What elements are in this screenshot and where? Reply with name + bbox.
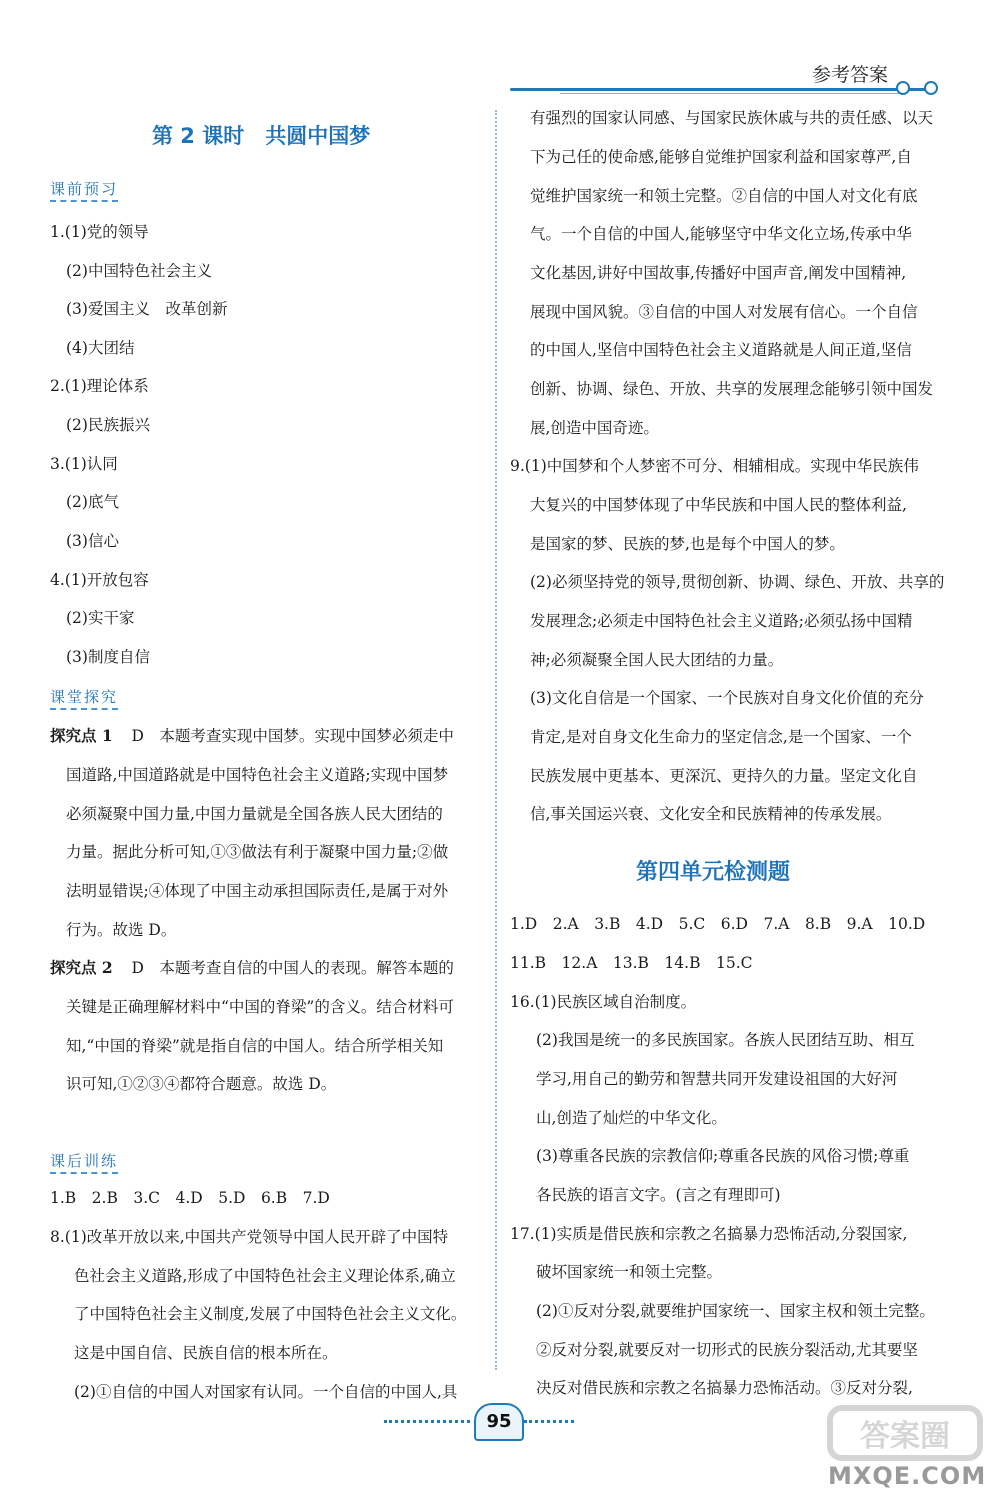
preview-line: 2.(1)理论体系 — [50, 377, 149, 395]
header-label: 参考答案 — [812, 64, 889, 86]
answer-line: 下为己任的使命感,能够自觉维护国家利益和国家尊严,自 — [530, 148, 912, 166]
answer-line: 信,事关国运兴衰、文化安全和民族精神的传承发展。 — [530, 805, 892, 823]
practice-line: 了中国特色社会主义制度,发展了中国特色社会主义文化。 — [74, 1305, 467, 1323]
answer-line: 9.(1)中国梦和个人梦密不可分、相辅相成。实现中华民族伟 — [510, 457, 919, 475]
page-number: 95 — [474, 1403, 524, 1441]
explore-line: D 本题考查自信的中国人的表现。解答本题的 — [116, 959, 454, 977]
answer-line: 创新、协调、绿色、开放、共享的发展理念能够引领中国发 — [530, 380, 934, 398]
header-rule — [510, 88, 930, 91]
explore-line: 关键是正确理解材料中“中国的脊梁”的含义。结合材料可 — [66, 998, 454, 1016]
answer-line: ②反对分裂,就要反对一切形式的民族分裂活动,尤其要坚 — [536, 1341, 918, 1359]
answer-line: 1.D 2.A 3.B 4.D 5.C 6.D 7.A 8.B 9.A 10.D — [510, 915, 926, 933]
answer-line: 肯定,是对自身文化生命力的坚定信念,是一个国家、一个 — [530, 728, 912, 746]
answer-line: 民族发展中更基本、更深沉、更持久的力量。坚定文化自 — [530, 767, 918, 785]
explore-line: 行为。故选 D。 — [66, 921, 177, 939]
section-preview: 课前预习 — [50, 178, 118, 202]
preview-line: (3)爱国主义 改革创新 — [66, 300, 228, 318]
preview-line: 4.(1)开放包容 — [50, 571, 149, 589]
header-dots — [896, 80, 952, 99]
answer-line: (2)我国是统一的多民族国家。各族人民团结互助、相互 — [536, 1031, 915, 1049]
footer-rule-left — [384, 1420, 470, 1423]
preview-line: (3)制度自信 — [66, 648, 150, 666]
answer-line: (2)必须坚持党的领导,贯彻创新、协调、绿色、开放、共享的 — [530, 573, 945, 591]
answer-line: (2)①反对分裂,就要维护国家统一、国家主权和领土完整。 — [536, 1302, 935, 1320]
answer-line: 16.(1)民族区域自治制度。 — [510, 993, 697, 1011]
practice-line: 色社会主义道路,形成了中国特色社会主义理论体系,确立 — [74, 1267, 456, 1285]
section-explore: 课堂探究 — [50, 686, 118, 710]
circle-icon — [924, 81, 938, 95]
explore-line: 国道路,中国道路就是中国特色社会主义道路;实现中国梦 — [66, 766, 449, 784]
explore-line: 力量。据此分析可知,①③做法有利于凝聚中国力量;②做 — [66, 843, 449, 861]
watermark-text: MXQE.COM — [828, 1462, 987, 1490]
unit-test-title: 第四单元检测题 — [636, 860, 791, 885]
answer-line: 11.B 12.A 13.B 14.B 15.C — [510, 954, 753, 972]
preview-line: (2)实干家 — [66, 609, 135, 627]
preview-line: (4)大团结 — [66, 339, 135, 357]
explore-1-lead: 探究点 1 — [50, 726, 113, 745]
answer-line: 的中国人,坚信中国特色社会主义道路就是人间正道,坚信 — [530, 341, 912, 359]
answer-line: 发展理念;必须走中国特色社会主义道路;必须弘扬中国精 — [530, 612, 913, 630]
circle-icon — [896, 81, 910, 95]
preview-line: 1.(1)党的领导 — [50, 223, 149, 241]
answer-line: 有强烈的国家认同感、与国家民族休戚与共的责任感、以天 — [530, 109, 934, 127]
answer-line: 觉维护国家统一和领土完整。②自信的中国人对文化有底 — [530, 187, 918, 205]
answer-line: 展,创造中国奇迹。 — [530, 419, 659, 437]
answer-line: 气。一个自信的中国人,能够坚守中华文化立场,传承中华 — [530, 225, 912, 243]
answer-line: (3)尊重各民族的宗教信仰;尊重各民族的风俗习惯;尊重 — [536, 1147, 910, 1165]
header-rule-thin — [560, 93, 900, 94]
answer-line: 学习,用自己的勤劳和智慧共同开发建设祖国的大好河 — [536, 1070, 898, 1088]
explore-line: 知,“中国的脊梁”就是指自信的中国人。结合所学相关知 — [66, 1037, 444, 1055]
answer-line: 文化基因,讲好中国故事,传播好中国声音,阐发中国精神, — [530, 264, 907, 282]
preview-line: 3.(1)认同 — [50, 455, 118, 473]
answer-line: 是国家的梦、民族的梦,也是每个中国人的梦。 — [530, 535, 845, 553]
answer-line: (3)文化自信是一个国家、一个民族对自身文化价值的充分 — [530, 689, 924, 707]
svg-text:答案圈: 答案圈 — [860, 1419, 950, 1454]
explore-line: 识可知,①②③④都符合题意。故选 D。 — [66, 1075, 337, 1093]
answer-line: 决反对借民族和宗教之名搞暴力恐怖活动。③反对分裂, — [536, 1379, 913, 1397]
answer-line: 展现中国风貌。③自信的中国人对发展有信心。一个自信 — [530, 303, 918, 321]
answer-line: 神;必须凝聚全国人民大团结的力量。 — [530, 651, 784, 669]
practice-line: 这是中国自信、民族自信的根本所在。 — [74, 1344, 338, 1362]
section-practice: 课后训练 — [50, 1150, 118, 1174]
answer-line: 各民族的语言文字。(言之有理即可) — [536, 1186, 781, 1204]
preview-line: (2)底气 — [66, 493, 119, 511]
column-divider — [495, 110, 497, 1370]
practice-line: 8.(1)改革开放以来,中国共产党领导中国人民开辟了中国特 — [50, 1228, 449, 1246]
explore-line: 法明显错误;④体现了中国主动承担国际责任,是属于对外 — [66, 882, 449, 900]
explore-line: D 本题考查实现中国梦。实现中国梦必须走中 — [116, 727, 454, 745]
practice-line: 1.B 2.B 3.C 4.D 5.D 6.B 7.D — [50, 1189, 330, 1207]
explore-line: 必须凝聚中国力量,中国力量就是全国各族人民大团结的 — [66, 805, 443, 823]
footer-rule-right — [524, 1420, 574, 1423]
answer-line: 17.(1)实质是借民族和宗教之名搞暴力恐怖活动,分裂国家, — [510, 1225, 908, 1243]
preview-line: (3)信心 — [66, 532, 119, 550]
preview-line: (2)中国特色社会主义 — [66, 262, 212, 280]
practice-line: (2)①自信的中国人对国家有认同。一个自信的中国人,具 — [74, 1383, 458, 1401]
lesson-title: 第 2 课时 共圆中国梦 — [152, 124, 371, 148]
explore-2-lead: 探究点 2 — [50, 958, 113, 977]
answer-line: 山,创造了灿烂的中华文化。 — [536, 1109, 727, 1127]
preview-line: (2)民族振兴 — [66, 416, 150, 434]
answer-line: 大复兴的中国梦体现了中华民族和中国人民的整体利益, — [530, 496, 907, 514]
answer-line: 破坏国家统一和领土完整。 — [536, 1263, 723, 1281]
